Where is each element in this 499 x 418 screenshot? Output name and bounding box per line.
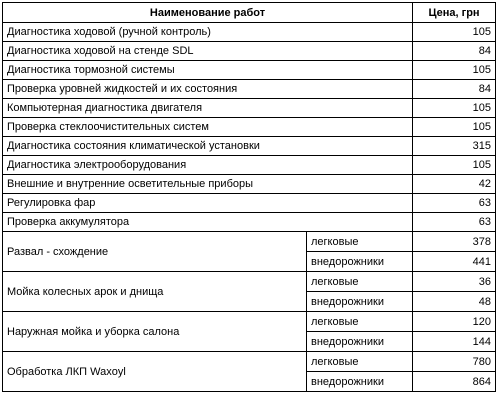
vehicle-type: легковые — [307, 232, 413, 252]
table-row — [3, 99, 496, 118]
vehicle-type: внедорожники — [307, 372, 413, 392]
service-name: Диагностика состояния климатической установки — [3, 137, 413, 156]
table-row — [3, 23, 496, 42]
table-row — [3, 137, 496, 156]
table-row — [3, 312, 496, 332]
service-price: 105 — [413, 99, 496, 118]
service-price: 378 — [413, 232, 496, 252]
table-row — [3, 61, 496, 80]
service-price: 105 — [413, 156, 496, 175]
table-row — [3, 175, 496, 194]
header-price: Цена, грн — [413, 3, 496, 23]
price-table — [2, 2, 496, 392]
service-price: 441 — [413, 252, 496, 272]
service-price: 36 — [413, 272, 496, 292]
service-price: 144 — [413, 332, 496, 352]
service-name: Компьютерная диагностика двигателя — [3, 99, 413, 118]
service-price: 780 — [413, 352, 496, 372]
service-name: Развал - схождение — [3, 232, 307, 272]
service-price: 864 — [413, 372, 496, 392]
service-name: Регулировка фар — [3, 194, 413, 213]
service-name: Наружная мойка и уборка салона — [3, 312, 307, 352]
service-price: 120 — [413, 312, 496, 332]
service-price: 48 — [413, 292, 496, 312]
service-name: Диагностика ходовой на стенде SDL — [3, 42, 413, 61]
service-name: Проверка аккумулятора — [3, 213, 413, 232]
service-price: 105 — [413, 23, 496, 42]
table-row — [3, 80, 496, 99]
table-row — [3, 156, 496, 175]
service-price: 42 — [413, 175, 496, 194]
service-name: Мойка колесных арок и днища — [3, 272, 307, 312]
service-price: 105 — [413, 118, 496, 137]
service-price: 84 — [413, 80, 496, 99]
table-row — [3, 272, 496, 292]
header-row — [3, 3, 496, 23]
service-name: Диагностика ходовой (ручной контроль) — [3, 23, 413, 42]
table-row — [3, 42, 496, 61]
vehicle-type: внедорожники — [307, 252, 413, 272]
vehicle-type: легковые — [307, 272, 413, 292]
header-name: Наименование работ — [3, 3, 413, 23]
vehicle-type: легковые — [307, 352, 413, 372]
service-name: Диагностика электрооборудования — [3, 156, 413, 175]
service-name: Диагностика тормозной системы — [3, 61, 413, 80]
table-row — [3, 213, 496, 232]
vehicle-type: легковые — [307, 312, 413, 332]
service-price: 84 — [413, 42, 496, 61]
service-name: Проверка уровней жидкостей и их состояния — [3, 80, 413, 99]
table-row — [3, 118, 496, 137]
table-row — [3, 194, 496, 213]
service-name: Внешние и внутренние осветительные приборы — [3, 175, 413, 194]
service-price: 63 — [413, 213, 496, 232]
table-row — [3, 352, 496, 372]
service-name: Проверка стеклоочистительных систем — [3, 118, 413, 137]
vehicle-type: внедорожники — [307, 332, 413, 352]
service-price: 105 — [413, 61, 496, 80]
vehicle-type: внедорожники — [307, 292, 413, 312]
service-price: 63 — [413, 194, 496, 213]
service-price: 315 — [413, 137, 496, 156]
service-name: Обработка ЛКП Waxoyl — [3, 352, 307, 392]
table-row — [3, 232, 496, 252]
